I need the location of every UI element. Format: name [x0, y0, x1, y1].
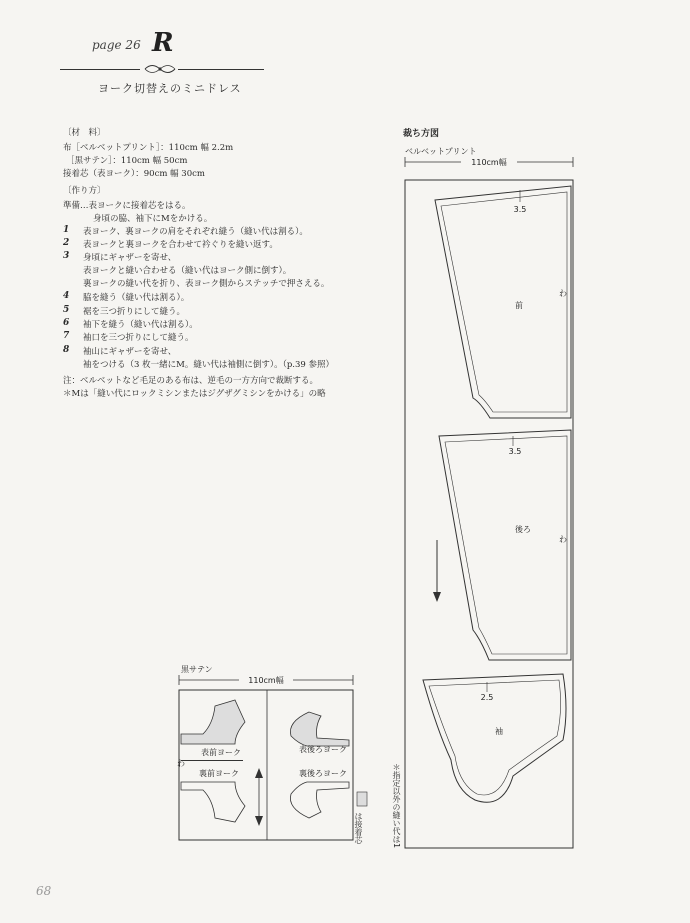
sleeve-piece [423, 674, 566, 802]
satin-label: 黒サテン [181, 665, 213, 674]
satin-cutting-diagram [175, 672, 375, 842]
step-text: 袖山にギャザーを寄せ、 [83, 347, 177, 357]
back-piece [439, 430, 571, 660]
material-line: 接着芯（表ヨーク）：90cm 幅 30cm [63, 169, 205, 179]
step-number: 7 [63, 331, 70, 341]
velvet-label: ベルベットプリント [405, 147, 477, 156]
back-inner-yoke [290, 782, 349, 818]
front-label: 前 [515, 301, 523, 310]
note-line: 注：ベルベットなど毛足のある布は、逆毛の一方方向で裁断する。 [63, 376, 319, 386]
page-number: 68 [36, 884, 52, 898]
step-text: 表ヨークと縫い合わせる（縫い代はヨーク側に倒す）。 [83, 266, 292, 276]
interfacing-note: は接着芯 [354, 812, 363, 844]
note-line: ＊Mは「縫い代にロックミシンまたはジグザグミシンをかける」の略 [63, 389, 326, 399]
step-text: 袖口を三つ折りにして縫う。 [83, 333, 194, 343]
material-line: ［黒サテン］：110cm 幅 50cm [66, 156, 188, 166]
back-fold-mark: わ [559, 535, 567, 544]
front-outer-yoke [181, 700, 245, 744]
title-rule-right [178, 69, 264, 70]
cutting-layout-title: 裁ち方図 [403, 129, 440, 139]
pattern-letter: R [152, 28, 174, 58]
back-seam-label: 3.5 [508, 447, 522, 456]
materials-heading: 〔材 料〕 [63, 128, 106, 138]
grain-arrow-up [255, 768, 263, 778]
back-outer-yoke [290, 712, 349, 746]
page-reference: page 26 [92, 38, 141, 52]
step-number: 6 [63, 318, 70, 328]
seam-allowance-note: ＊指定以外の縫い代は1 [392, 763, 401, 849]
satin-fabric-outline [179, 690, 353, 840]
pattern-title: ヨーク切替えのミニドレス [98, 82, 242, 95]
front-inner-yoke-label: 裏前ヨーク [199, 769, 239, 778]
grain-arrow-down [255, 816, 263, 826]
step-text: 袖をつける（3 枚一緒にM。縫い代は袖側に倒す）。（p.39 参照） [83, 360, 334, 370]
fold-mark: わ [177, 759, 185, 768]
step-text: 表ヨーク、裏ヨークの肩をそれぞれ縫う（縫い代は割る）。 [83, 227, 308, 237]
ornament-icon [143, 62, 177, 76]
back-inner-yoke-label: 裏後ろヨーク [299, 769, 347, 778]
prep-line: 準備…表ヨークに接着芯をはる。 [63, 201, 191, 211]
back-label: 後ろ [515, 525, 531, 534]
step-text: 裏ヨークの縫い代を折り、表ヨーク側からステッチで押さえる。 [83, 279, 330, 289]
front-inner-yoke [181, 782, 245, 822]
step-number: 4 [63, 291, 70, 301]
step-text: 身頃にギャザーを寄せ、 [83, 253, 177, 263]
step-text: 裾を三つ折りにして縫う。 [83, 307, 186, 317]
step-text: 脇を縫う（縫い代は割る）。 [83, 293, 190, 303]
front-outer-yoke-label: 表前ヨーク [201, 748, 241, 757]
front-seam-label: 3.5 [513, 205, 527, 214]
sleeve-label: 袖 [495, 727, 503, 736]
prep-line: 身頃の脇、袖下にMをかける。 [93, 214, 213, 224]
title-rule-left [60, 69, 140, 70]
sleeve-seam-label: 2.5 [480, 693, 494, 702]
satin-width-label: 110cm幅 [248, 676, 284, 685]
front-fold-mark: わ [559, 289, 567, 298]
front-piece [435, 186, 571, 418]
velvet-width-label: 110cm幅 [471, 158, 507, 167]
material-line: 布［ベルベットプリント］：110cm 幅 2.2m [63, 143, 234, 153]
instructions-heading: 〔作り方〕 [63, 186, 106, 196]
step-number: 5 [63, 305, 70, 315]
grain-arrow-head [433, 592, 441, 602]
step-number: 2 [63, 238, 70, 248]
velvet-cutting-diagram [395, 150, 585, 850]
velvet-fabric-outline [405, 180, 573, 848]
step-list [63, 225, 363, 395]
step-number: 8 [63, 345, 70, 355]
back-outer-yoke-label: 表後ろヨーク [299, 745, 347, 754]
step-number: 3 [63, 251, 70, 261]
interfacing-legend-swatch [357, 792, 367, 806]
step-text: 袖下を縫う（縫い代は割る）。 [83, 320, 198, 330]
step-text: 表ヨークと裏ヨークを合わせて衿ぐりを縫い返す。 [83, 240, 278, 250]
step-number: 1 [63, 225, 70, 235]
